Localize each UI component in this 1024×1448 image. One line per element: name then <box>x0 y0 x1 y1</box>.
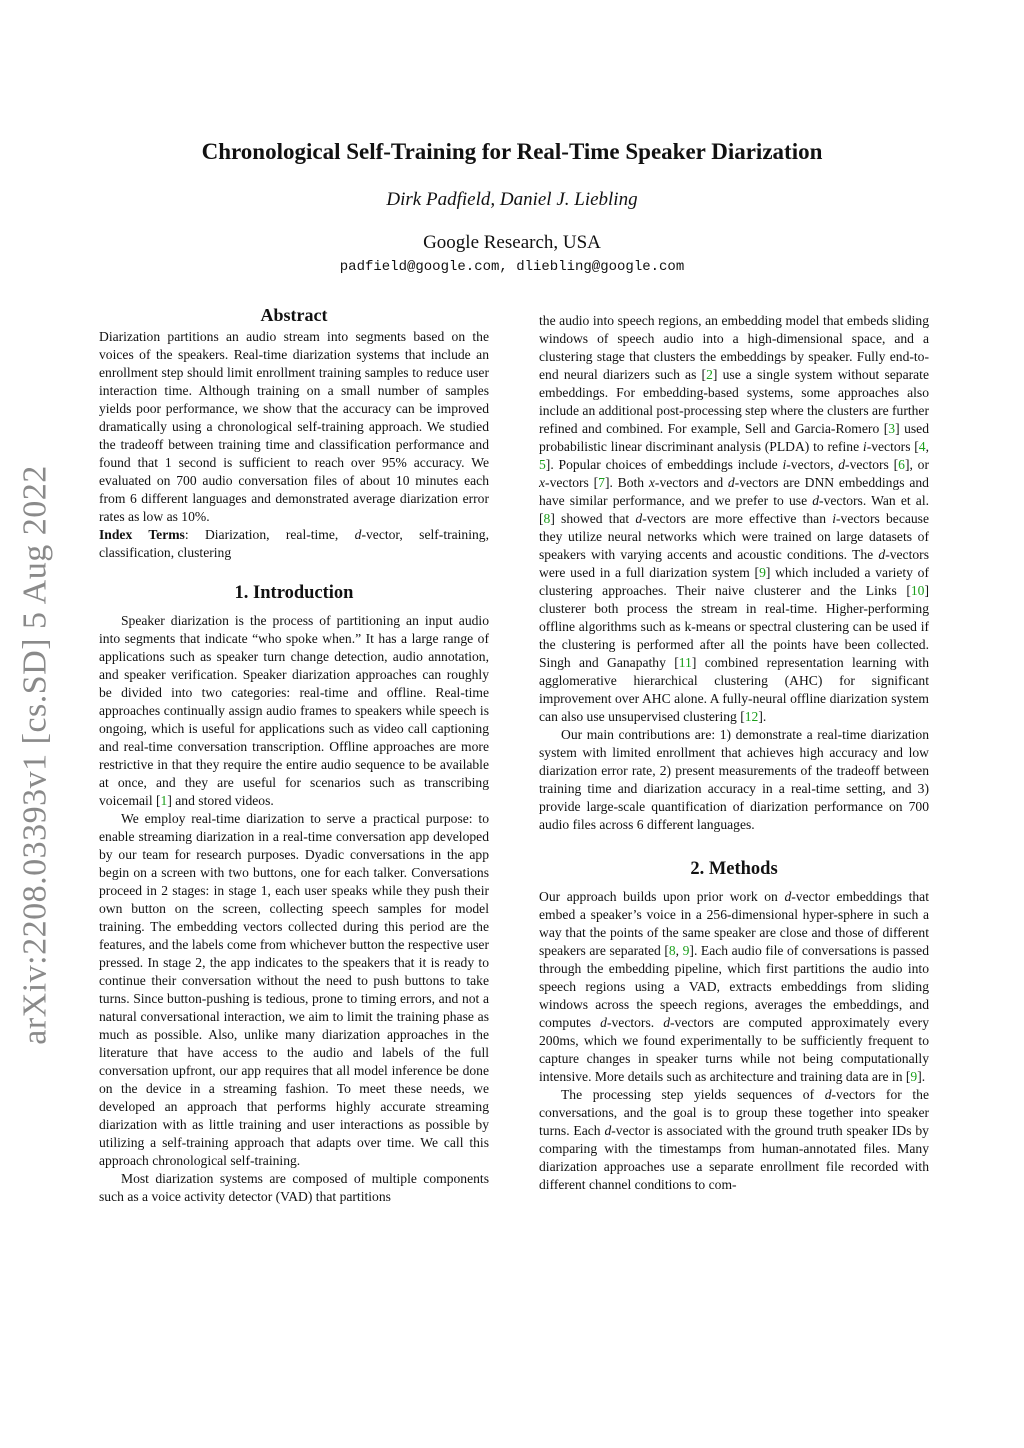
citation-link[interactable]: 3 <box>888 421 896 436</box>
citation-link[interactable]: 10 <box>910 583 925 598</box>
citation-link[interactable]: 7 <box>598 475 605 490</box>
introduction-heading: 1. Introduction <box>234 583 354 603</box>
left-column <box>99 306 489 1206</box>
abstract-heading: Abstract <box>260 305 328 325</box>
right-column <box>539 312 929 1194</box>
index-terms-label: Index Terms <box>99 527 185 542</box>
citation-link[interactable]: 1 <box>160 793 168 808</box>
citation-link[interactable]: 12 <box>744 709 759 724</box>
citation-link[interactable]: 4 <box>918 439 926 454</box>
intro-paragraph-1: Speaker diarization is the process of partitioning an input audio into segments that indicate “who spoke when.” It has a large range of applications such as speaker turn change detection, audio annotation, and speaker verification. Speaker diarization approaches can roughly be divided into two categories: real-time and offline. Real-time approaches continually assign audio frames to speakers while speech is ongoing, which is useful for applications such as video call captioning and real-time conversation transcription. Offline approaches are more restrictive in that they require the entire audio sequence to be available at once, and they are useful for scenarios such as transcribing voicemail [1] and stored videos. <box>99 613 489 808</box>
citation-link[interactable]: 5 <box>539 457 546 472</box>
paper-emails: padfield@google.com, dliebling@google.com <box>339 259 685 275</box>
paper-affiliation: Google Research, USA <box>423 232 601 253</box>
paper-title: Chronological Self-Training for Real-Time Speaker Diarization <box>201 139 823 164</box>
citation-link[interactable]: 11 <box>678 655 692 670</box>
intro-paragraph-4: the audio into speech regions, an embedding model that embeds sliding windows of speech audio into a high-dimensional space, and a clustering stage that clusters the embeddings by speaker. Fully end-to-end neural diarizers such as [2] use a single system without separate embeddings. For embedding-based systems, some approaches also include an additional post-processing step where the clusters are further refined and combined. For example, Sell and Garcia-Romero [3] used probabilistic linear discriminant analysis (PLDA) to refine i-vectors [4, 5]. Popular choices of embeddings include i-vectors, d-vectors [6], or x-vectors [7]. Both x-vectors and d-vectors are DNN embeddings and have similar performance, and we prefer to use d-vectors. Wan et al. [8] showed that d-vectors are more effective than i-vectors because they utilize neural networks which were trained on large datasets of speakers with varying accents and acoustic conditions. The d-vectors were used in a full diarization system [9] which included a variety of clustering approaches. Their naive clusterer and the Links [10] clusterer both process the stream in real-time. Higher-performing offline algorithms such as k-means or spectral clustering can be used if the clustering is performed after all the points have been collected. Singh and Ganapathy [11] combined representation learning with agglomerative hierarchical clustering (AHC) for significant improvement over AHC alone. A fully-neural offline diarization system can also use unsupervised clustering [12]. <box>539 313 930 724</box>
paper-authors: Dirk Padfield, Daniel J. Liebling <box>386 189 638 210</box>
methods-heading: 2. Methods <box>690 859 778 879</box>
citation-link[interactable]: 9 <box>682 943 690 958</box>
intro-paragraph-3: Most diarization systems are composed of multiple components such as a voice activity detector (VAD) that partitions <box>99 1171 489 1204</box>
methods-paragraph-2: The processing step yields sequences of d-vectors for the conversations, and the goal is to group these together into speaker turns. Each d-vector is associated with the ground truth speaker IDs by comparing with the timestamps from human-annotated files. Many diarization approaches use a separate enrollment file recorded with different channel conditions to com- <box>539 1087 929 1192</box>
citation-link[interactable]: 6 <box>898 457 905 472</box>
index-terms: Index Terms: Diarization, real-time, d-vector, self-training, classification, clustering <box>99 527 489 560</box>
citation-link[interactable]: 9 <box>759 565 766 580</box>
citation-link[interactable]: 8 <box>543 511 551 526</box>
citation-link[interactable]: 9 <box>910 1069 918 1084</box>
abstract-text: Diarization partitions an audio stream into segments based on the voices of the speakers. Real-time diarization systems that include an enrollment step should limit enrollment training samples to reduce user interaction time. Although training on a small number of samples yields poor performance, we show that the accuracy can be improved dramatically using a chronological self-training approach. We studied the tradeoff between training time and classification performance and found that 1 second is sufficient to reach over 95% accuracy. We evaluated on 700 audio conversation files of about 10 minutes each from 6 different languages and demonstrated average diarization error rates as low as 10%. <box>99 329 489 524</box>
intro-paragraph-2: We employ real-time diarization to serve a practical purpose: to enable streaming diarization in a real-time conversation app developed by our team for research purposes. Dyadic conversations in the app begin on a screen with two buttons, one for each talker. Conversations proceed in 2 stages: in stage 1, each user speaks while they push their own button on the screen, collecting speech samples for model training. The embedding vectors collected during this period are the features, and the labels come from whichever button the respective user pressed. In stage 2, the app indicates to the speakers that it is ready to continue their conversation without the need to push buttons to take turns. Since button-pushing is tedious, prone to timing errors, and not a natural conversational interaction, we aim to limit the training phase as much as possible. Also, unlike many diarization approaches in the literature that have access to the audio and labels of the full conversation upfront, our app requires that all model inference be done on the device in a streaming fashion. To meet these needs, we developed an approach that performs highly accurate streaming diarization with as little training and user interactions as possible by utilizing a self-training approach that adapts over time. We call this approach chronological self-training. <box>99 811 489 1168</box>
contributions-paragraph: Our main contributions are: 1) demonstrate a real-time diarization system with limited enrollment that achieves high accuracy and low diarization error rate, 2) present measurements of the tradeoff between training time and diarization accuracy in a real-time setting, and 3) provide large-scale quantification of diarization performance on 700 audio files across 6 different languages. <box>539 727 929 832</box>
arxiv-side-stamp <box>14 455 58 1055</box>
methods-paragraph-1: Our approach builds upon prior work on d-vector embeddings that embed a speaker’s voice in a 256-dimensional hyper-sphere in such a way that the points of the same speaker are close and those of different speakers are separated [8, 9]. Each audio file of conversations is passed through the embedding pipeline, which first partitions the audio into speech regions using a VAD, extracts embeddings from sliding windows across the speech regions, averages the embeddings, and computes d-vectors. d-vectors are computed approximately every 200ms, which we found experimentally to be sufficiently frequent to capture changes in speaker turns while not being computationally intensive. More details such as architecture and training data are in [9]. <box>539 889 930 1084</box>
citation-link[interactable]: 8 <box>668 943 676 958</box>
arxiv-identifier: arXiv:2208.03393v1 [cs.SD] 5 Aug 2022 <box>17 465 54 1045</box>
citation-link[interactable]: 2 <box>706 367 713 382</box>
